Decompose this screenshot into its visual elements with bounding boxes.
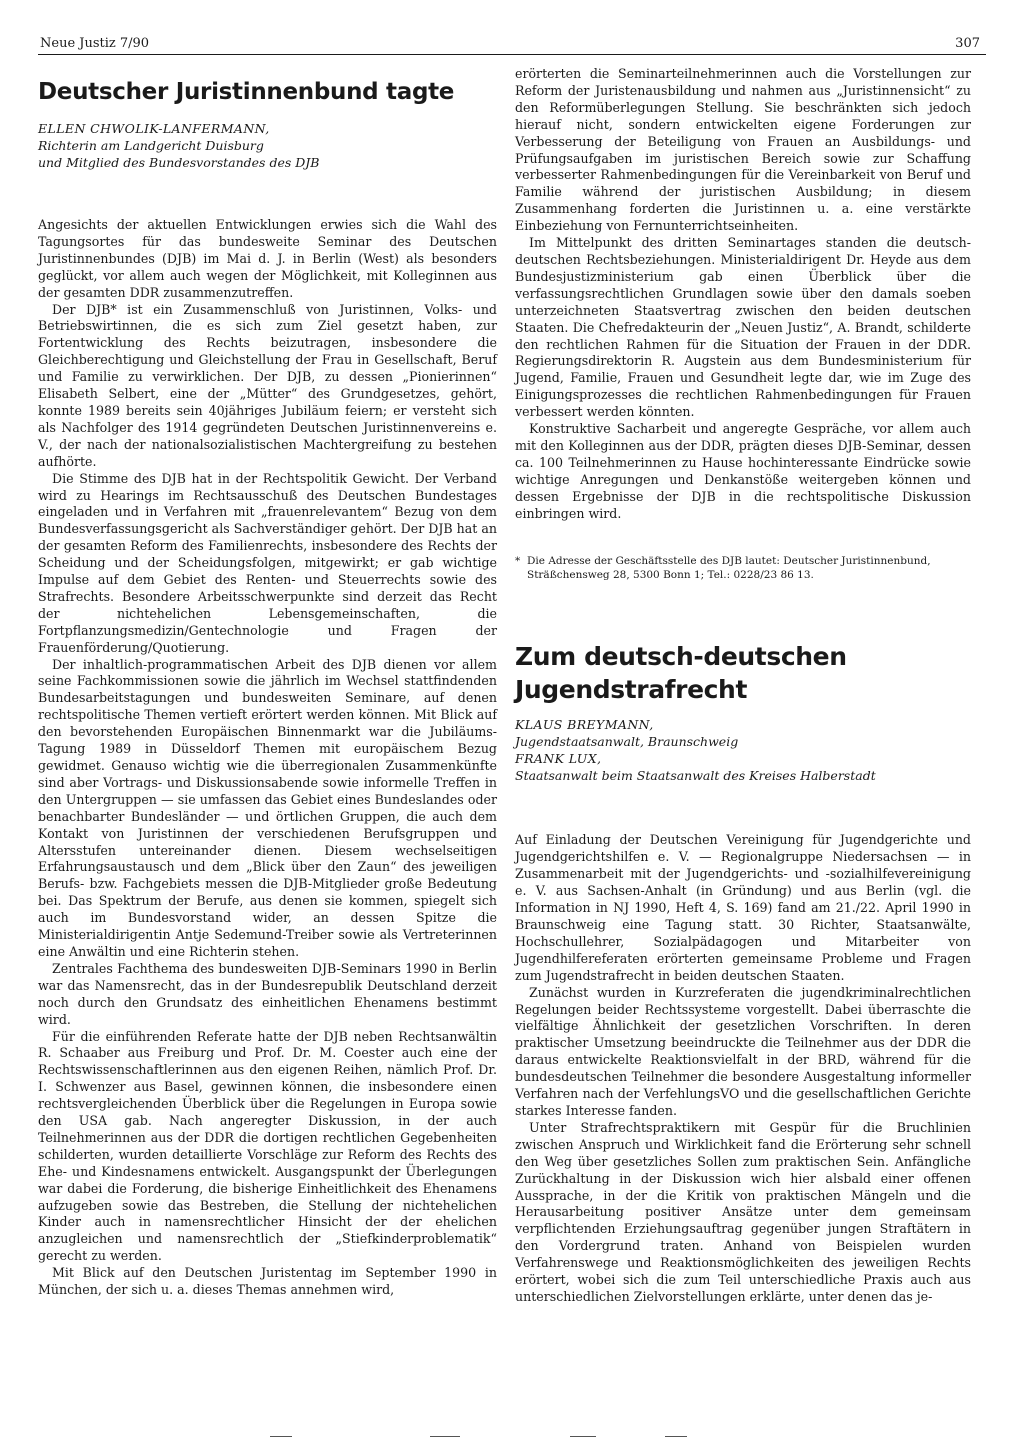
article1-paragraph: Der inhaltlich-programmatischen Arbeit des DJB dienen vor allem seine Fachkommissionen sowie die jährlich im Wechsel stattfindenden Bundesarbeitstagungen und bundesweiten Seminare, auf denen rechtspolitische Themen vertieft erörtert werden können. Mit Blick auf den bevorstehenden Europäischen Binnenmarkt war die Jubiläums-Tagung 1989 in Düsseldorf Themen mit europäischem Bezug gewidmet. Genauso wichtig wie die überregionalen Zusammenkünfte sind aber Vortrags- und Diskussionsabende sowie informelle Treffen in den Untergruppen — sie umfassen das Gebiet eines Bundeslandes oder benachbarter Bundesländer — und örtlichen Gruppen, die auch dem Kontakt von Juristinnen der verschiedenen Berufsgruppen und Altersstufen untereinander dienen. Diesem wechselseitigen Erfahrungsaustausch und dem „Blick über den Zaun“ des jeweiligen Berufs- bzw. Fachgebiets messen die DJB-Mitglieder große Bedeutung bei. Das Spektrum der Berufe, aus denen sie kommen, spiegelt sich auch im Bundesvorstand wider, an dessen Spitze die Ministerialdirigentin Antje Sedemund-Treiber sowie als Vertreterinnen eine Anwältin und eine Richterin stehen.: [38, 656, 497, 959]
article1-paragraph: Zentrales Fachthema des bundesweiten DJB-Seminars 1990 in Berlin war das Namensrecht, das in der Bundesrepublik Deutschland derzeit noch durch den Grundsatz des einheitlichen Ehenamens bestimmt wird.: [38, 960, 497, 1027]
article1-byline: [38, 120, 497, 171]
article2-byline: [515, 716, 971, 784]
article1-paragraph: Angesichts der aktuellen Entwicklungen erwies sich die Wahl des Tagungsortes für das bundesweite Seminar des Deutschen Juristinnenbundes (DJB) im Mai d. J. in Berlin (West) als besonders geglückt, vor allem auch wegen der Möglichkeit, mit Kolleginnen aus der gesamten DDR zusammenzutreffen.: [38, 217, 497, 300]
article2-body: [515, 832, 971, 1305]
article1-paragraph: Der DJB* ist ein Zusammenschluß von Juristinnen, Volks- und Betriebswirtinnen, die es sich zum Ziel gesetzt haben, zur Fortentwicklung des Rechts beizutragen, insbesondere die Gleichberechtigung und Gleichstellung der Frau in Gesellschaft, Beruf und Familie zu verwirklichen. Der DJB, zu dessen „Pionierinnen“ Elisabeth Selbert, eine der „Mütter“ des Grundgesetzes, gehört, konnte 1989 bereits sein 40jähriges Jubiläum feiern; er versteht sich als Nachfolger des 1914 gegründeten Deutschen Juristinnenvereins e. V., der nach der nationalsozialistischen Machtergreifung zu bestehen aufhörte.: [38, 301, 497, 469]
article2-author1-name: KLAUS BREYMANN,: [515, 717, 654, 733]
bottom-printer-marks: [270, 1436, 690, 1438]
journal-title: Neue Justiz 7/90: [40, 36, 150, 51]
article1-title: Deutscher Juristinnenbund tagte: [38, 79, 455, 105]
article2-title: Zum deutsch-deutschen Jugendstrafrecht: [515, 642, 847, 705]
article1-paragraph: Konstruktive Sacharbeit und angeregte Gespräche, vor allem auch mit den Kolleginnen aus der DDR, prägten dieses DJB-Seminar, dessen ca. 100 Teilnehmerinnen zu Hause hochinteressante Eindrücke sowie wichtige Anregungen und Denkanstöße weitergeben können und dessen Ergebnisse der DJB in die rechtspolitische Diskussion einbringen wird.: [515, 421, 971, 521]
article1-author-affiliation: und Mitglied des Bundesvorstandes des DJB: [38, 155, 320, 170]
article1-footnote: [515, 554, 971, 582]
article2-paragraph: Zunächst wurden in Kurzreferaten die jugendkriminalrechtlichen Regelungen beider Rechtssysteme vorgestellt. Dabei überraschte die vielfältige Ähnlichkeit der gesetzlichen Vorschriften. In deren praktischer Umsetzung beeindruckte die Teilnehmer aus der DDR die daraus entwickelte Reaktionsvielfalt in der BRD, während für die bundesdeutschen Teilnehmer die besondere Ausgestaltung informeller Verfahren nach der VerfehlungsVO und die gesellschaftlichen Gerichte starkes Interesse fanden.: [515, 984, 971, 1118]
right-column: [515, 66, 971, 1306]
article1-author-role: Richterin am Landgericht Duisburg: [38, 138, 264, 153]
article2-paragraph: Auf Einladung der Deutschen Vereinigung für Jugendgerichte und Jugendgerichtshilfen e. V. — Regionalgruppe Niedersachsen — in Zusammenarbeit mit der Jugendgerichts- und -sozialhilfevereinigung e. V. aus Sachsen-Anhalt (in Gründung) und aus Berlin (vgl. die Information in NJ 1990, Heft 4, S. 169) fand am 21./22. April 1990 in Braunschweig eine Tagung statt. 30 Richter, Staatsanwälte, Hochschullehrer, Sozialpädagogen und Mitarbeiter von Jugendhilfereferaten erörterten gemeinsame Probleme und Fragen zum Jugendstrafrecht in beiden deutschen Staaten.: [515, 832, 971, 983]
article1-paragraph: Im Mittelpunkt des dritten Seminartages standen die deutsch-deutschen Rechtsbeziehungen. Ministerialdirigent Dr. Heyde aus dem Bundesjustizministerium gab einen Überblick über die verfassungsrechtlichen Grundlagen sowie über den damals soeben unterzeichneten Staatsvertrag zwischen den beiden deutschen Staaten. Die Chefredakteurin der „Neuen Justiz“, A. Brandt, schilderte den rechtlichen Rahmen für die Situation der Frauen in der DDR. Regierungsdirektorin R. Augstein aus dem Bundesministerium für Jugend, Familie, Frauen und Gesundheit legte dar, wie im Zuge des Einigungsprozesses die rechtlichen Rahmenbedingungen für Frauen verbessert werden könnten.: [515, 235, 971, 420]
article2-author1-role: Jugendstaatsanwalt, Braunschweig: [515, 734, 739, 750]
running-head: [38, 34, 986, 55]
article2-author2-name: FRANK LUX,: [515, 751, 602, 767]
left-column: [38, 78, 497, 1299]
article1-paragraph: Mit Blick auf den Deutschen Juristentag im September 1990 in München, der sich u. a. dieses Themas annehmen wird,: [38, 1265, 497, 1298]
footnote-mark: *: [515, 555, 521, 568]
article1-paragraph: Für die einführenden Referate hatte der DJB neben Rechtsanwältin R. Schaaber aus Freiburg und Prof. Dr. M. Coester auch eine der Rechtswissenschaftlerinnen aus den eigenen Reihen, nämlich Prof. Dr. I. Schwenzer aus Basel, gewinnen können, die insbesondere einen rechtsvergleichenden Überblick über die Regelungen in Europa sowie den USA gab. Nach angeregter Diskussion, in der auch Teilnehmerinnen aus der DDR die dortigen rechtlichen Gegebenheiten schilderten, wurden detaillierte Vorschläge zur Reform des Rechts des Ehe- und Kindesnamens entwickelt. Ausgangspunkt der Überlegungen war dabei die Forderung, die bisherige Einheitlichkeit des Ehenamens aufzugeben sowie das Bestreben, die Stellung der nichtehelichen Kinder auch in namensrechtlicher Hinsicht der der ehelichen anzugleichen und namensrechtlich der „Stiefkinderproblematik“ gerecht zu werden.: [38, 1028, 497, 1264]
article1-author-name: ELLEN CHWOLIK-LANFERMANN,: [38, 121, 270, 136]
article1-paragraph: Die Stimme des DJB hat in der Rechtspolitik Gewicht. Der Verband wird zu Hearings im Rechtsausschuß des Deutschen Bundestages eingeladen und in Verfahren mit „frauenrelevantem“ Bezug von dem Bundesverfassungsgericht als Sachverständiger gehört. Der DJB hat an der gesamten Reform des Familienrechts, insbesondere des Rechts der Scheidung und der Scheidungsfolgen, mitgewirkt; er gab wichtige Impulse auf dem Gebiet des Renten- und Steuerrechts sowie des Strafrechts. Besondere Arbeitsschwerpunkte sind derzeit das Recht der nichtehelichen Lebensgemeinschaften, die Fortpflanzungsmedizin/Gentechnologie und Fragen der Frauenförderung/Quotierung.: [38, 470, 497, 655]
page-number: 307: [955, 36, 980, 51]
article1-body: [38, 217, 497, 1299]
article1-paragraph: erörterten die Seminarteilnehmerinnen auch die Vorstellungen zur Reform der Juristenausbildung und nahmen aus „Juristinnensicht“ zu den Reformüberlegungen Stellung. Sie beschränkten sich jedoch hierauf nicht, sondern entwickelten eigene Forderungen zur Verbesserung der Beteiligung von Frauen an Ausbildungs- und Prüfungsaufgaben im juristischen Bereich sowie zur Schaffung verbesserter Rahmenbedingungen für die Vereinbarkeit von Beruf und Familie während der juristischen Ausbildung; in diesem Zusammenhang forderten die Juristinnen u. a. eine verstärkte Einbeziehung von Fernunterrichtseinheiten.: [515, 66, 971, 234]
article2-paragraph: Unter Strafrechtspraktikern mit Gespür für die Bruchlinien zwischen Anspruch und Wirklichkeit fand die Erörterung sehr schnell den Weg über gesetzliches Sollen zum praktischen Sein. Anfängliche Zurückhaltung in der Diskussion wich hier alsbald einer offenen Aussprache, in der die Kritik von praktischen Mängeln und die Herausarbeitung positiver Ansätze unter dem gemeinsam verpflichtenden Erziehungsauftrag gegenüber jungen Straftätern in den Vordergrund traten. Anhand von Beispielen wurden Verfahrenswege und Reaktionsmöglichkeiten des jeweiligen Rechts erörtert, wobei sich die zum Teil unterschiedliche Praxis auch aus unterschiedlichen Zielvorstellungen erklärte, unter denen das je-: [515, 1119, 971, 1304]
footnote-text: Die Adresse der Geschäftsstelle des DJB lautet: Deutscher Juristinnenbund, Sträßchensweg 28, 5300 Bonn 1; Tel.: 0228/23 86 13.: [527, 555, 931, 582]
article2-author2-role: Staatsanwalt beim Staatsanwalt des Kreises Halberstadt: [515, 768, 876, 784]
article1-body-continued: [515, 66, 971, 522]
